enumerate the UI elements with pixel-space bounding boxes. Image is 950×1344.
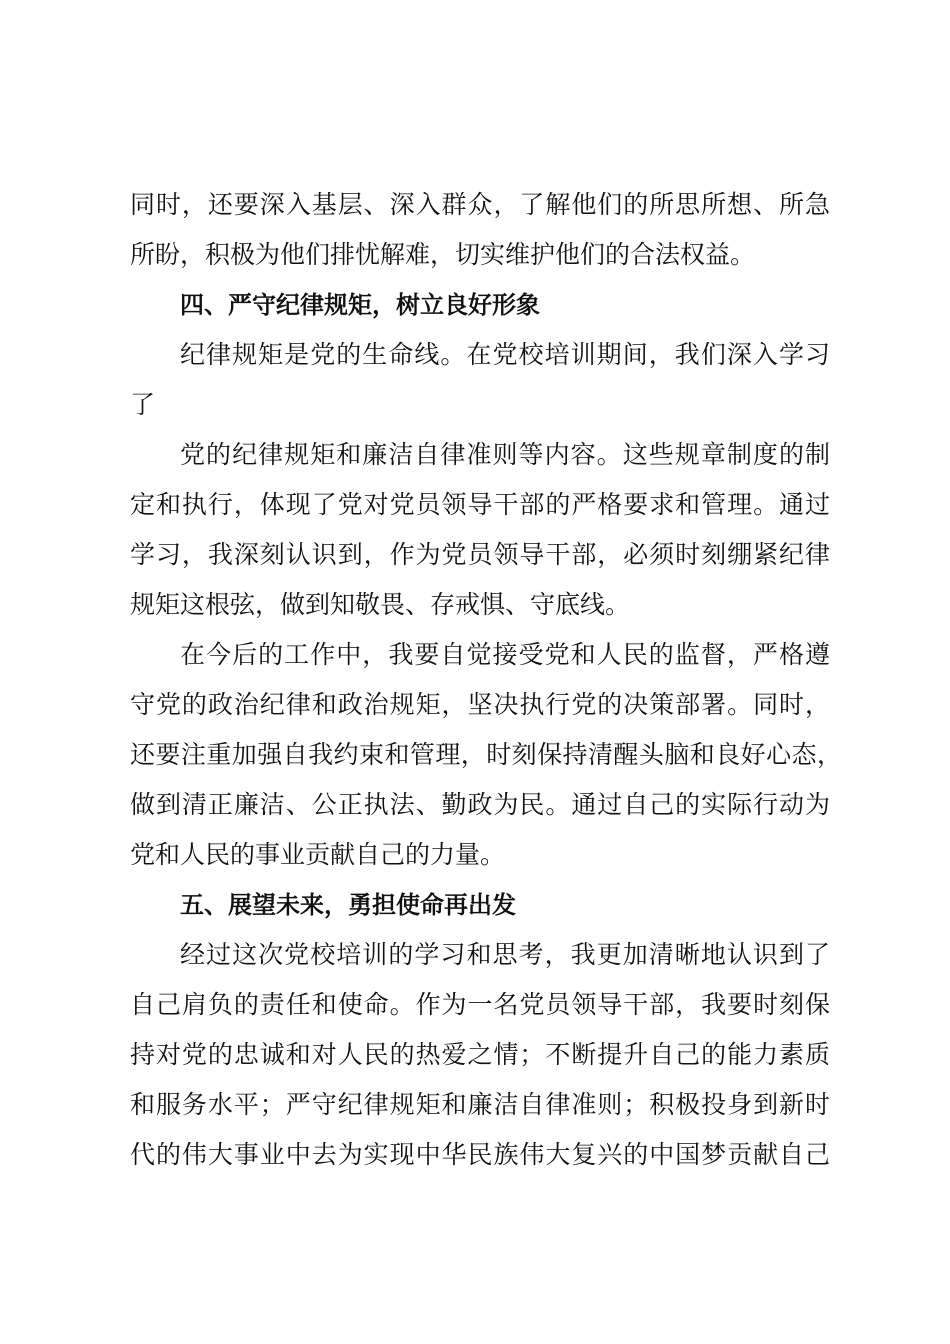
section-heading-5: 五、展望未来，勇担使命再出发 (180, 891, 516, 919)
paragraph-line: 学习，我深刻认识到，作为党员领导干部，必须时刻绷紧纪律 (130, 540, 830, 569)
paragraph-line: 守党的政治纪律和政治规矩，坚决执行党的决策部署。同时， (130, 690, 830, 719)
paragraph-line: 党和人民的事业贡献自己的力量。 (130, 840, 506, 869)
paragraph-line: 同时，还要深入基层、深入群众，了解他们的所思所想、所急 (130, 190, 830, 219)
paragraph-line: 党的纪律规矩和廉洁自律准则等内容。这些规章制度的制 (180, 440, 830, 469)
paragraph-line: 经过这次党校培训的学习和思考，我更加清晰地认识到了 (180, 940, 830, 969)
paragraph-line: 做到清正廉洁、公正执法、勤政为民。通过自己的实际行动为 (130, 790, 830, 819)
paragraph-line: 纪律规矩是党的生命线。在党校培训期间，我们深入学习 (180, 340, 830, 369)
section-heading-4: 四、严守纪律规矩，树立良好形象 (180, 291, 540, 319)
paragraph-line: 自己肩负的责任和使命。作为一名党员领导干部，我要时刻保 (130, 990, 830, 1019)
paragraph-line: 了 (130, 390, 156, 419)
paragraph-line: 代的伟大事业中去为实现中华民族伟大复兴的中国梦贡献自己 (130, 1140, 830, 1169)
paragraph-line: 和服务水平；严守纪律规矩和廉洁自律准则；积极投身到新时 (130, 1090, 830, 1119)
paragraph-line: 还要注重加强自我约束和管理，时刻保持清醒头脑和良好心态， (130, 740, 842, 769)
paragraph-line: 持对党的忠诚和对人民的热爱之情；不断提升自己的能力素质 (130, 1040, 830, 1069)
paragraph-line: 规矩这根弦，做到知敬畏、存戒惧、守底线。 (130, 590, 631, 619)
paragraph-line: 定和执行，体现了党对党员领导干部的严格要求和管理。通过 (130, 490, 830, 519)
paragraph-line: 在今后的工作中，我要自觉接受党和人民的监督，严格遵 (180, 640, 830, 669)
paragraph-line: 所盼，积极为他们排忧解难，切实维护他们的合法权益。 (130, 240, 756, 269)
